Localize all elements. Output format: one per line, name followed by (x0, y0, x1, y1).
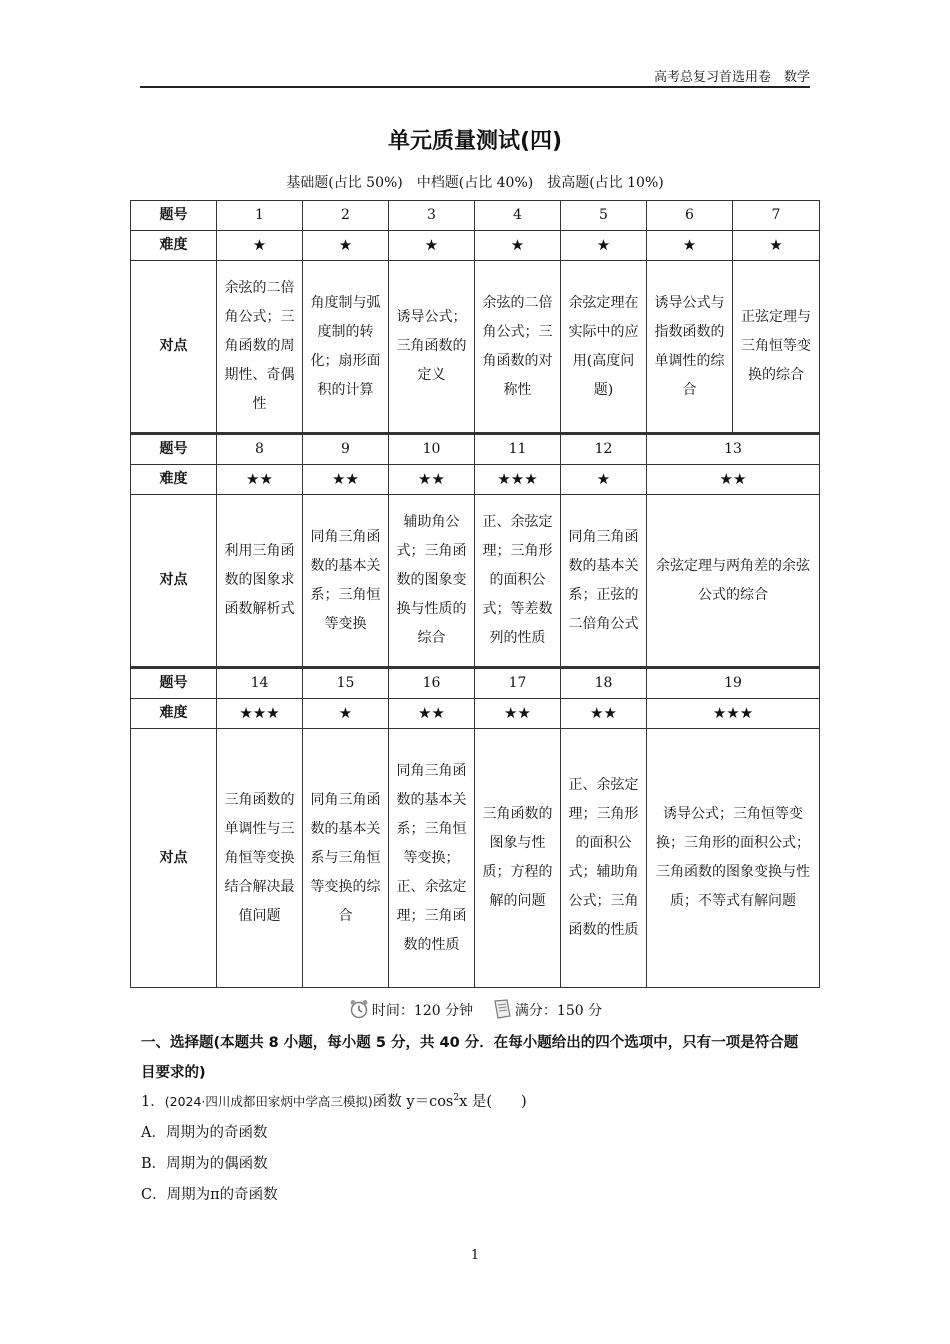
exponent: 2 (453, 1093, 460, 1104)
q-number: 8 (217, 434, 303, 465)
difficulty-stars: ★ (217, 231, 303, 261)
q-number: 10 (389, 434, 475, 465)
difficulty-stars: ★ (561, 465, 647, 495)
option-a: A．周期为的奇函数 (141, 1125, 268, 1141)
difficulty-stars: ★★ (561, 699, 647, 729)
label-point: 对点 (131, 261, 217, 434)
q-number: 16 (389, 668, 475, 699)
question-stem: 函数 y＝cos (372, 1094, 454, 1110)
q-number: 11 (475, 434, 561, 465)
section-heading: 一、选择题(本题共 8 小题，每小题 5 分，共 40 分．在每小题给出的四个选项中，只有一项是符合题目要求的) (141, 1035, 799, 1081)
table-row (131, 729, 820, 988)
table-row (131, 231, 820, 261)
knowledge-point-table (130, 200, 820, 988)
difficulty-stars: ★ (303, 231, 389, 261)
table-row (131, 465, 820, 495)
difficulty-distribution: 基础题(占比 50%) 中档题(占比 40%) 拔高题(占比 10%) (286, 175, 664, 191)
block1 (131, 201, 820, 434)
q-number: 12 (561, 434, 647, 465)
q-number: 13 (647, 434, 820, 465)
table-row (131, 699, 820, 729)
label-point: 对点 (131, 729, 217, 988)
label-number: 题号 (131, 434, 217, 465)
knowledge-point: 正、余弦定理；三角形的面积公式；等差数列的性质 (475, 495, 561, 668)
exam-paper-icon (491, 998, 513, 1024)
difficulty-stars: ★★ (217, 465, 303, 495)
knowledge-point: 同角三角函数的基本关系与三角恒等变换的综合 (303, 729, 389, 988)
page-number: 1 (470, 1248, 480, 1263)
difficulty-stars: ★★★ (217, 699, 303, 729)
difficulty-stars: ★ (561, 231, 647, 261)
alarm-clock-icon (348, 998, 370, 1024)
knowledge-point: 诱导公式；三角恒等变换；三角形的面积公式；三角函数的图象变换与性质；不等式有解问题 (647, 729, 820, 988)
option-b: B．周期为的偶函数 (141, 1156, 268, 1172)
label-point: 对点 (131, 495, 217, 668)
option-c: C．周期为π的奇函数 (141, 1187, 278, 1203)
label-number: 题号 (131, 201, 217, 231)
q-number: 17 (475, 668, 561, 699)
q-number: 1 (217, 201, 303, 231)
q-number: 5 (561, 201, 647, 231)
knowledge-point: 辅助角公式；三角函数的图象变换与性质的综合 (389, 495, 475, 668)
difficulty-stars: ★★ (389, 699, 475, 729)
difficulty-stars: ★★★ (647, 699, 820, 729)
knowledge-point: 余弦定理在实际中的应用(高度问题) (561, 261, 647, 434)
label-number: 题号 (131, 668, 217, 699)
difficulty-stars: ★★ (303, 465, 389, 495)
difficulty-stars: ★ (303, 699, 389, 729)
difficulty-stars: ★ (389, 231, 475, 261)
question-source: (2024·四川成都田家炳中学高三模拟) (164, 1094, 373, 1109)
table-row (131, 261, 820, 434)
exam-meta (0, 998, 950, 1024)
knowledge-point: 余弦定理与两角差的余弦公式的综合 (647, 495, 820, 668)
knowledge-point: 正、余弦定理；三角形的面积公式；辅助角公式；三角函数的性质 (561, 729, 647, 988)
q-number: 3 (389, 201, 475, 231)
table-row (131, 668, 820, 699)
knowledge-point: 同角三角函数的基本关系；三角恒等变换 (303, 495, 389, 668)
full-score: 满分：150 分 (514, 1003, 603, 1019)
knowledge-point: 诱导公式；三角函数的定义 (389, 261, 475, 434)
q-number: 9 (303, 434, 389, 465)
difficulty-stars: ★★★ (475, 465, 561, 495)
difficulty-stars: ★★ (647, 465, 820, 495)
knowledge-point: 利用三角函数的图象求函数解析式 (217, 495, 303, 668)
knowledge-point: 余弦的二倍角公式；三角函数的周期性、奇偶性 (217, 261, 303, 434)
knowledge-point: 三角函数的单调性与三角恒等变换结合解决最值问题 (217, 729, 303, 988)
label-difficulty: 难度 (131, 465, 217, 495)
difficulty-stars: ★ (647, 231, 733, 261)
q-number: 15 (303, 668, 389, 699)
time-limit: 时间：120 分钟 (371, 1003, 474, 1019)
label-difficulty: 难度 (131, 699, 217, 729)
q-number: 6 (647, 201, 733, 231)
block3 (131, 668, 820, 988)
label-difficulty: 难度 (131, 231, 217, 261)
knowledge-point: 余弦的二倍角公式；三角函数的对称性 (475, 261, 561, 434)
difficulty-stars: ★★ (475, 699, 561, 729)
q-number: 18 (561, 668, 647, 699)
q-number: 4 (475, 201, 561, 231)
knowledge-point: 正弦定理与三角恒等变换的综合 (733, 261, 820, 434)
page-title: 单元质量测试(四) (387, 129, 563, 154)
table-row (131, 434, 820, 465)
difficulty-stars: ★★ (389, 465, 475, 495)
knowledge-point: 诱导公式与指数函数的单调性的综合 (647, 261, 733, 434)
knowledge-point: 同角三角函数的基本关系；三角恒等变换；正、余弦定理；三角函数的性质 (389, 729, 475, 988)
difficulty-stars: ★ (475, 231, 561, 261)
table-row (131, 495, 820, 668)
q-number: 2 (303, 201, 389, 231)
knowledge-point: 同角三角函数的基本关系；正弦的二倍角公式 (561, 495, 647, 668)
difficulty-stars: ★ (733, 231, 820, 261)
table-row (131, 201, 820, 231)
q-number: 14 (217, 668, 303, 699)
question-1 (141, 1090, 811, 1111)
q-number: 19 (647, 668, 820, 699)
knowledge-point: 角度制与弧度制的转化；扇形面积的计算 (303, 261, 389, 434)
running-header: 高考总复习首选用卷 数学 (140, 66, 810, 88)
q-number: 7 (733, 201, 820, 231)
question-stem-end: x 是( ) (459, 1094, 527, 1110)
knowledge-point: 三角函数的图象与性质；方程的解的问题 (475, 729, 561, 988)
block2 (131, 434, 820, 668)
question-number: 1． (141, 1094, 165, 1110)
